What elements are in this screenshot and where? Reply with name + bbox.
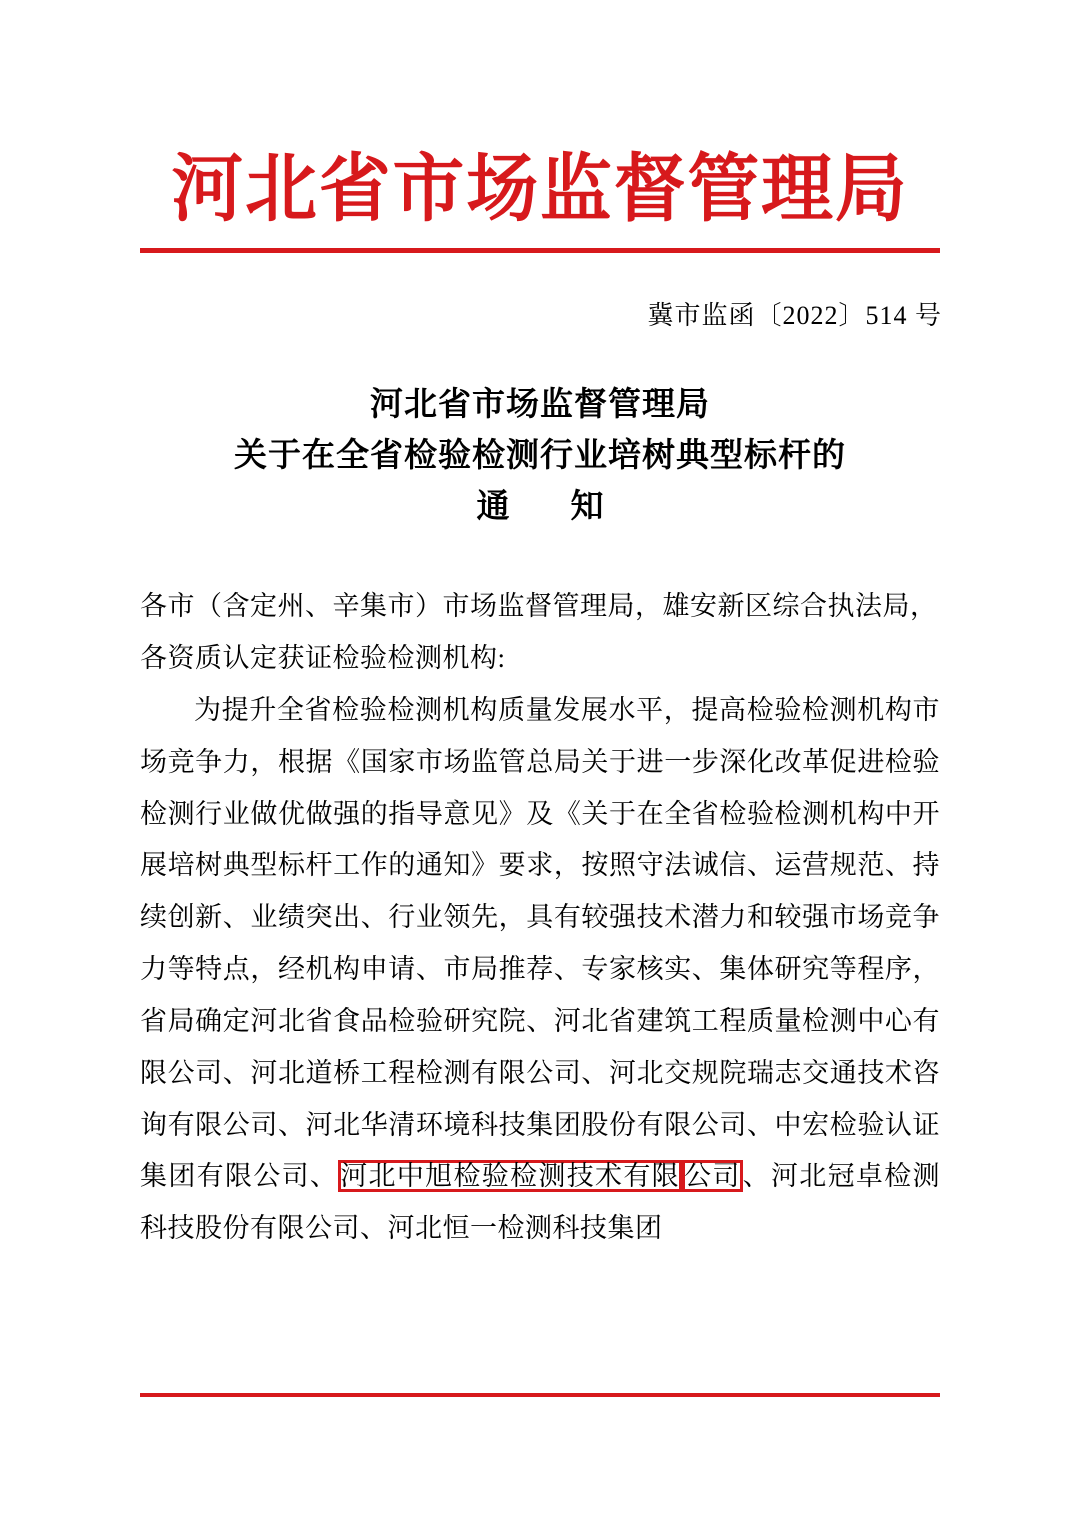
title-line-2: 关于在全省检验检测行业培树典型标杆的 (234, 438, 846, 475)
addressee-line-2: 各资质认定获证检验检测机构: (140, 643, 506, 674)
title-line-1: 河北省市场监督管理局 (370, 386, 710, 423)
document-title (0, 380, 1080, 533)
main-paragraph (140, 685, 940, 1255)
paragraph-part-2: 、河北冠卓检测科技股份有限公司、河北恒一检测科技集团 (140, 1161, 941, 1244)
masthead-title: 河北省市场监督管理局 (171, 146, 909, 232)
document-number: 冀市监函〔2022〕514 号 (647, 300, 942, 330)
title-line-3: 通 知 (476, 489, 618, 526)
addressee-line-1: 各市（含定州、辛集市）市场监督管理局，雄安新区综合执法局， (140, 591, 938, 622)
paragraph-part-1: 为提升全省检验检测机构质量发展水平，提高检验检测机构市场竞争力，根据《国家市场监管总局关于进一步深化改革促进检验检测行业做优做强的指导意见》及《关于在全省检验检测机构中开展培树典型标杆工作的通知》要求，按照守法诚信、运营规范、持续创新、业绩突出、行业领先，具有较强技术潜力和较强市场竞争力等特点，经机构申请、市局推荐、专家核实、集体研究等程序，省局确定河北省食品检验研究院、河北省建筑工程质量检测中心有限公司、河北道桥工程检测有限公司、河北交规院瑞志交通技术咨询有限公司、河北华清环境科技集团股份有限公司、中宏检验认证集团有限公司、 (140, 694, 940, 1192)
bottom-rule (140, 1393, 940, 1397)
highlighted-company-part-2: 公司 (684, 1161, 741, 1192)
masthead (0, 146, 1080, 232)
highlighted-company-part-1: 河北中旭检验检测技术有限 (340, 1161, 680, 1192)
masthead-divider (140, 248, 940, 253)
masthead-rule (140, 248, 940, 253)
document-body (140, 581, 940, 1255)
